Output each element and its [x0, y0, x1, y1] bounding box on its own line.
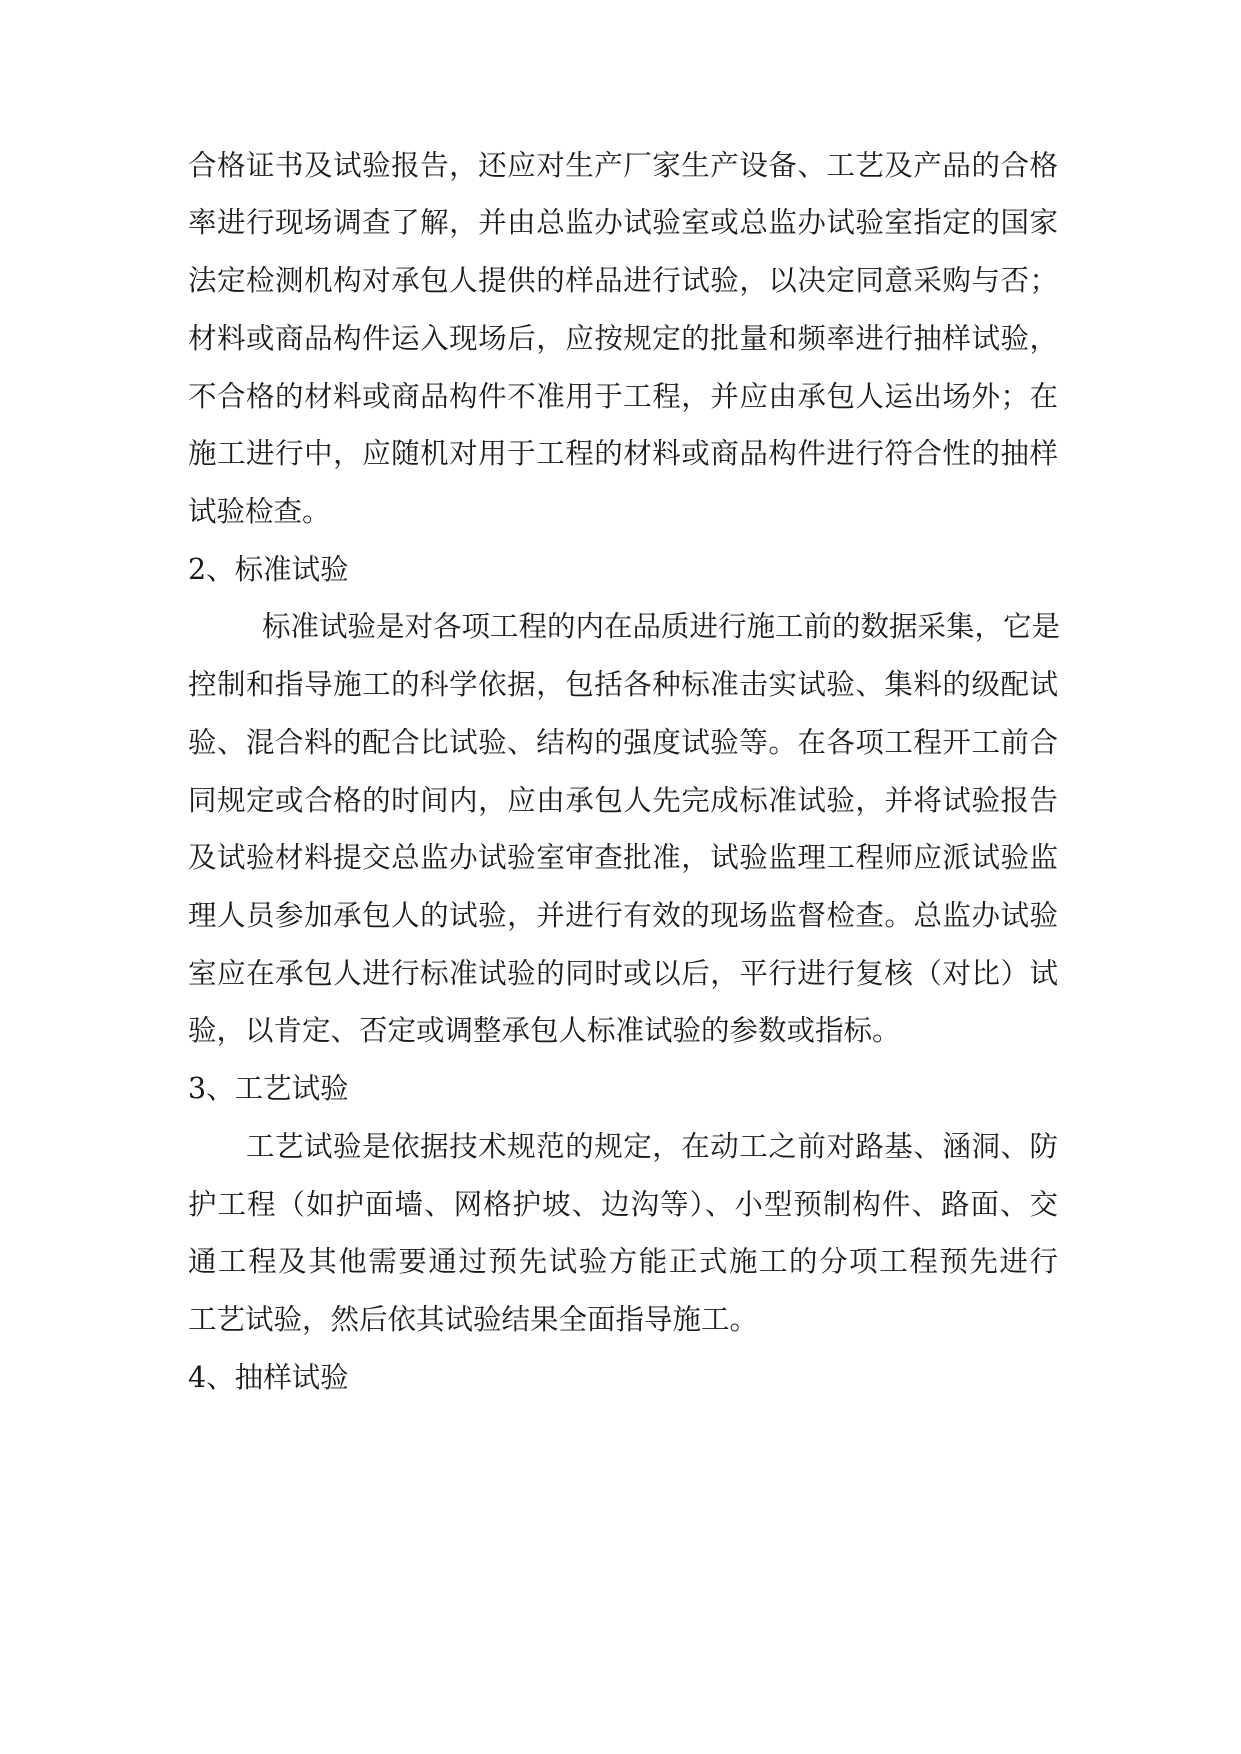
paragraph-line: 及试验材料提交总监办试验室审查批准，试验监理工程师应派试验监 [188, 841, 1058, 874]
paragraph-line: 合格证书及试验报告，还应对生产厂家生产设备、工艺及产品的合格 [188, 149, 1058, 182]
paragraph-line: 材料或商品构件运入现场后，应按规定的批量和频率进行抽样试验， [188, 322, 1058, 355]
paragraph-line: 验、混合料的配合比试验、结构的强度试验等。在各项工程开工前合 [188, 726, 1058, 759]
paragraph-line: 室应在承包人进行标准试验的同时或以后，平行进行复核（对比）试 [188, 957, 1058, 990]
paragraph-line: 法定检测机构对承包人提供的样品进行试验，以决定同意采购与否； [188, 264, 1058, 297]
paragraph-line: 工艺试验，然后依其试验结果全面指导施工。 [188, 1303, 759, 1336]
paragraph-line: 标准试验是对各项工程的内在品质进行施工前的数据采集，它是 [262, 610, 1061, 643]
paragraph-line: 率进行现场调查了解，并由总监办试验室或总监办试验室指定的国家 [188, 206, 1058, 239]
section-heading: 3、工艺试验 [188, 1072, 349, 1105]
paragraph-line: 控制和指导施工的科学依据，包括各种标准击实试验、集料的级配试 [188, 668, 1058, 701]
paragraph-line: 工艺试验是依据技术规范的规定，在动工之前对路基、涵洞、防 [246, 1130, 1058, 1163]
paragraph-line: 不合格的材料或商品构件不准用于工程，并应由承包人运出场外；在 [188, 380, 1058, 413]
section-heading: 2、标准试验 [188, 553, 349, 586]
paragraph-line: 通工程及其他需要通过预先试验方能正式施工的分项工程预先进行 [188, 1245, 1058, 1278]
paragraph-line: 理人员参加承包人的试验，并进行有效的现场监督检查。总监办试验 [188, 899, 1058, 932]
paragraph-line: 试验检查。 [188, 495, 331, 528]
paragraph-line: 施工进行中，应随机对用于工程的材料或商品构件进行符合性的抽样 [188, 437, 1058, 470]
paragraph-line: 同规定或合格的时间内，应由承包人先完成标准试验，并将试验报告 [188, 784, 1058, 817]
paragraph-line: 验，以肯定、否定或调整承包人标准试验的参数或指标。 [188, 1014, 901, 1047]
section-heading: 4、抽样试验 [188, 1361, 349, 1394]
paragraph-line: 护工程（如护面墙、网格护坡、边沟等）、小型预制构件、路面、交 [188, 1188, 1058, 1221]
